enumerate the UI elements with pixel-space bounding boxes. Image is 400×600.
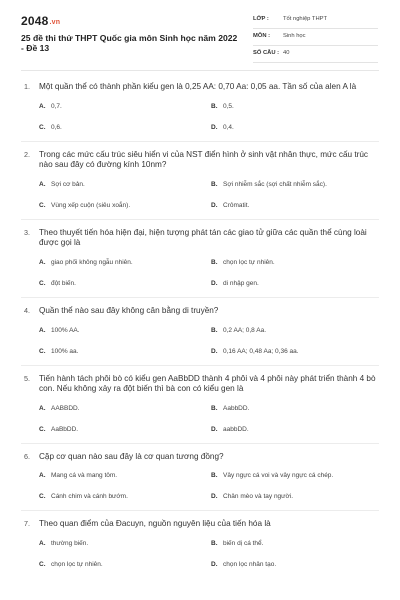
option-letter: C. <box>39 347 46 355</box>
question-item <box>24 150 380 220</box>
question-stem <box>24 452 380 463</box>
option-b[interactable] <box>211 405 249 412</box>
option-text: biến dị cá thể. <box>223 539 264 547</box>
option-letter: A. <box>39 180 46 188</box>
option-text: chọn lọc nhân tạo. <box>223 560 277 568</box>
question-text: Trong các mức cấu trúc siêu hiển vi của NST điển hình ở sinh vật nhân thực, mức cấu trúc nào sau đây có đường kính 10nm? <box>39 149 368 170</box>
document-title: 25 đề thi thử THPT Quốc gia môn Sinh học năm 2022 - Đề 13 <box>21 33 238 53</box>
document-header <box>0 0 400 64</box>
header-divider <box>21 70 379 71</box>
option-letter: D. <box>211 560 218 568</box>
question-text: Cặp cơ quan nào sau đây là cơ quan tương đồng? <box>39 451 224 461</box>
option-text: 100% aa. <box>51 347 79 355</box>
option-text: Sợi nhiễm sắc (sợi chất nhiễm sắc). <box>223 180 327 188</box>
option-text: AabbDD. <box>223 404 250 412</box>
option-text: 0,5. <box>223 102 234 110</box>
meta-value: Sinh học <box>283 33 306 39</box>
option-text: 0,2 AA; 0,8 Aa. <box>223 326 267 334</box>
option-letter: B. <box>211 539 218 547</box>
option-text: 100% AA. <box>51 326 80 334</box>
option-b[interactable] <box>211 472 333 479</box>
answer-options <box>39 97 380 141</box>
option-text: aabbDD. <box>223 425 249 433</box>
question-item <box>24 374 380 444</box>
option-letter: A. <box>39 472 46 480</box>
question-stem <box>24 82 380 93</box>
option-text: chọn lọc tự nhiên. <box>223 258 275 266</box>
option-a[interactable] <box>39 181 85 188</box>
option-text: Mang cá và mang tôm. <box>51 472 118 480</box>
option-b[interactable] <box>211 540 263 547</box>
option-a[interactable] <box>39 472 117 479</box>
option-text: giao phối không ngẫu nhiên. <box>51 258 133 266</box>
answer-options <box>39 253 380 297</box>
option-letter: C. <box>39 123 46 131</box>
meta-row-question-count <box>253 47 378 63</box>
option-letter: D. <box>211 493 218 501</box>
answer-options <box>39 466 380 510</box>
site-logo[interactable] <box>21 14 60 28</box>
meta-value: Tốt nghiệp THPT <box>283 16 328 22</box>
option-text: chọn lọc tự nhiên. <box>51 560 103 568</box>
option-text: AABBDD. <box>51 404 80 412</box>
option-letter: D. <box>211 279 218 287</box>
question-number: 7. <box>24 519 30 529</box>
option-c[interactable] <box>39 493 128 500</box>
option-text: 0,16 AA; 0,48 Aa; 0,36 aa. <box>223 347 299 355</box>
option-letter: B. <box>211 180 218 188</box>
option-letter: C. <box>39 425 46 433</box>
option-b[interactable] <box>211 181 327 188</box>
option-d[interactable] <box>211 202 249 209</box>
answer-options <box>39 399 380 443</box>
option-letter: A. <box>39 102 46 110</box>
option-letter: D. <box>211 347 218 355</box>
option-letter: B. <box>211 102 218 110</box>
question-stem <box>24 228 380 249</box>
meta-label: SỐ CÂU : <box>253 50 280 56</box>
option-text: Crômatit. <box>223 201 250 209</box>
answer-options <box>39 175 380 219</box>
option-text: Vùng xếp cuộn (siêu xoắn). <box>51 201 131 209</box>
option-c[interactable] <box>39 561 103 568</box>
question-text: Một quần thể có thành phần kiểu gen là 0,25 AA: 0,70 Aa: 0,05 aa. Tần số của alen A là <box>39 82 357 91</box>
question-stem <box>24 150 380 171</box>
option-c[interactable] <box>39 202 130 209</box>
option-text: Chân mèo và tay người. <box>223 493 294 501</box>
option-a[interactable] <box>39 540 88 547</box>
question-text: Theo quan điểm của Đacuyn, nguồn nguyên liệu của tiến hóa là <box>39 519 271 529</box>
option-b[interactable] <box>211 259 275 266</box>
option-letter: B. <box>211 404 218 412</box>
option-letter: B. <box>211 326 218 334</box>
option-d[interactable] <box>211 280 259 287</box>
question-divider <box>21 219 379 220</box>
option-a[interactable] <box>39 327 80 334</box>
meta-row-subject <box>253 30 378 46</box>
meta-row-class <box>253 13 378 29</box>
option-b[interactable] <box>211 103 234 110</box>
question-number: 5. <box>24 373 30 383</box>
answer-options <box>39 534 380 578</box>
meta-value: 40 <box>283 50 290 56</box>
question-item <box>24 452 380 512</box>
option-letter: D. <box>211 201 218 209</box>
option-text: Sợi cơ bản. <box>51 180 85 188</box>
option-text: Cánh chim và cánh bướm. <box>51 493 128 501</box>
option-letter: C. <box>39 201 46 209</box>
option-letter: C. <box>39 560 46 568</box>
option-letter: B. <box>211 472 218 480</box>
option-letter: B. <box>211 258 218 266</box>
option-letter: C. <box>39 493 46 501</box>
option-c[interactable] <box>39 124 62 131</box>
option-text: 0,6. <box>51 123 62 131</box>
question-divider <box>21 510 379 511</box>
answer-options <box>39 321 380 365</box>
question-stem <box>24 519 380 530</box>
option-a[interactable] <box>39 405 80 412</box>
question-number: 3. <box>24 227 30 237</box>
option-d[interactable] <box>211 561 276 568</box>
option-c[interactable] <box>39 348 78 355</box>
option-c[interactable] <box>39 280 76 287</box>
option-a[interactable] <box>39 259 133 266</box>
option-text: di nhập gen. <box>223 279 259 287</box>
option-d[interactable] <box>211 493 293 500</box>
option-text: Vây ngực cá voi và vây ngực cá chép. <box>223 472 334 480</box>
option-text: 0,7. <box>51 102 62 110</box>
option-letter: A. <box>39 258 46 266</box>
question-item <box>24 228 380 298</box>
option-d[interactable] <box>211 124 234 131</box>
question-text: Quần thể nào sau đây không cân bằng di truyền? <box>39 305 219 315</box>
question-item <box>24 306 380 366</box>
option-c[interactable] <box>39 426 78 433</box>
question-stem <box>24 374 380 395</box>
question-text: Theo thuyết tiến hóa hiện đại, hiện tượng phát tán các giao tử giữa các quần thể cùng loài được gọi là <box>39 227 367 248</box>
option-letter: A. <box>39 404 46 412</box>
option-text: thường biến. <box>51 539 89 547</box>
option-letter: D. <box>211 123 218 131</box>
question-number: 4. <box>24 305 30 315</box>
question-divider <box>21 297 379 298</box>
option-letter: A. <box>39 326 46 334</box>
question-divider <box>21 443 379 444</box>
option-text: 0,4. <box>223 123 234 131</box>
question-divider <box>21 365 379 366</box>
question-number: 2. <box>24 149 30 159</box>
option-text: AaBbDD. <box>51 425 79 433</box>
question-stem <box>24 306 380 317</box>
option-d[interactable] <box>211 426 249 433</box>
option-letter: A. <box>39 539 46 547</box>
option-letter: C. <box>39 279 46 287</box>
exam-meta-table <box>253 13 378 64</box>
option-text: đột biến. <box>51 279 76 287</box>
question-number: 6. <box>24 451 30 461</box>
logo-tld: .vn <box>49 19 61 26</box>
meta-label: LỚP : <box>253 16 269 22</box>
option-a[interactable] <box>39 103 62 110</box>
question-divider <box>21 141 379 142</box>
question-list <box>0 82 400 578</box>
option-b[interactable] <box>211 327 266 334</box>
question-item <box>24 82 380 142</box>
question-text: Tiến hành tách phôi bò có kiểu gen AaBbDD thành 4 phôi và 4 phôi này phát triển thành 4 bò con. Nếu không xảy ra đột biến thì bà con có kiểu gen là <box>39 373 376 394</box>
meta-label: MÔN : <box>253 33 271 39</box>
logo-text: 2048 <box>21 14 49 28</box>
question-item <box>24 519 380 578</box>
option-d[interactable] <box>211 348 299 355</box>
option-letter: D. <box>211 425 218 433</box>
question-number: 1. <box>24 82 30 91</box>
